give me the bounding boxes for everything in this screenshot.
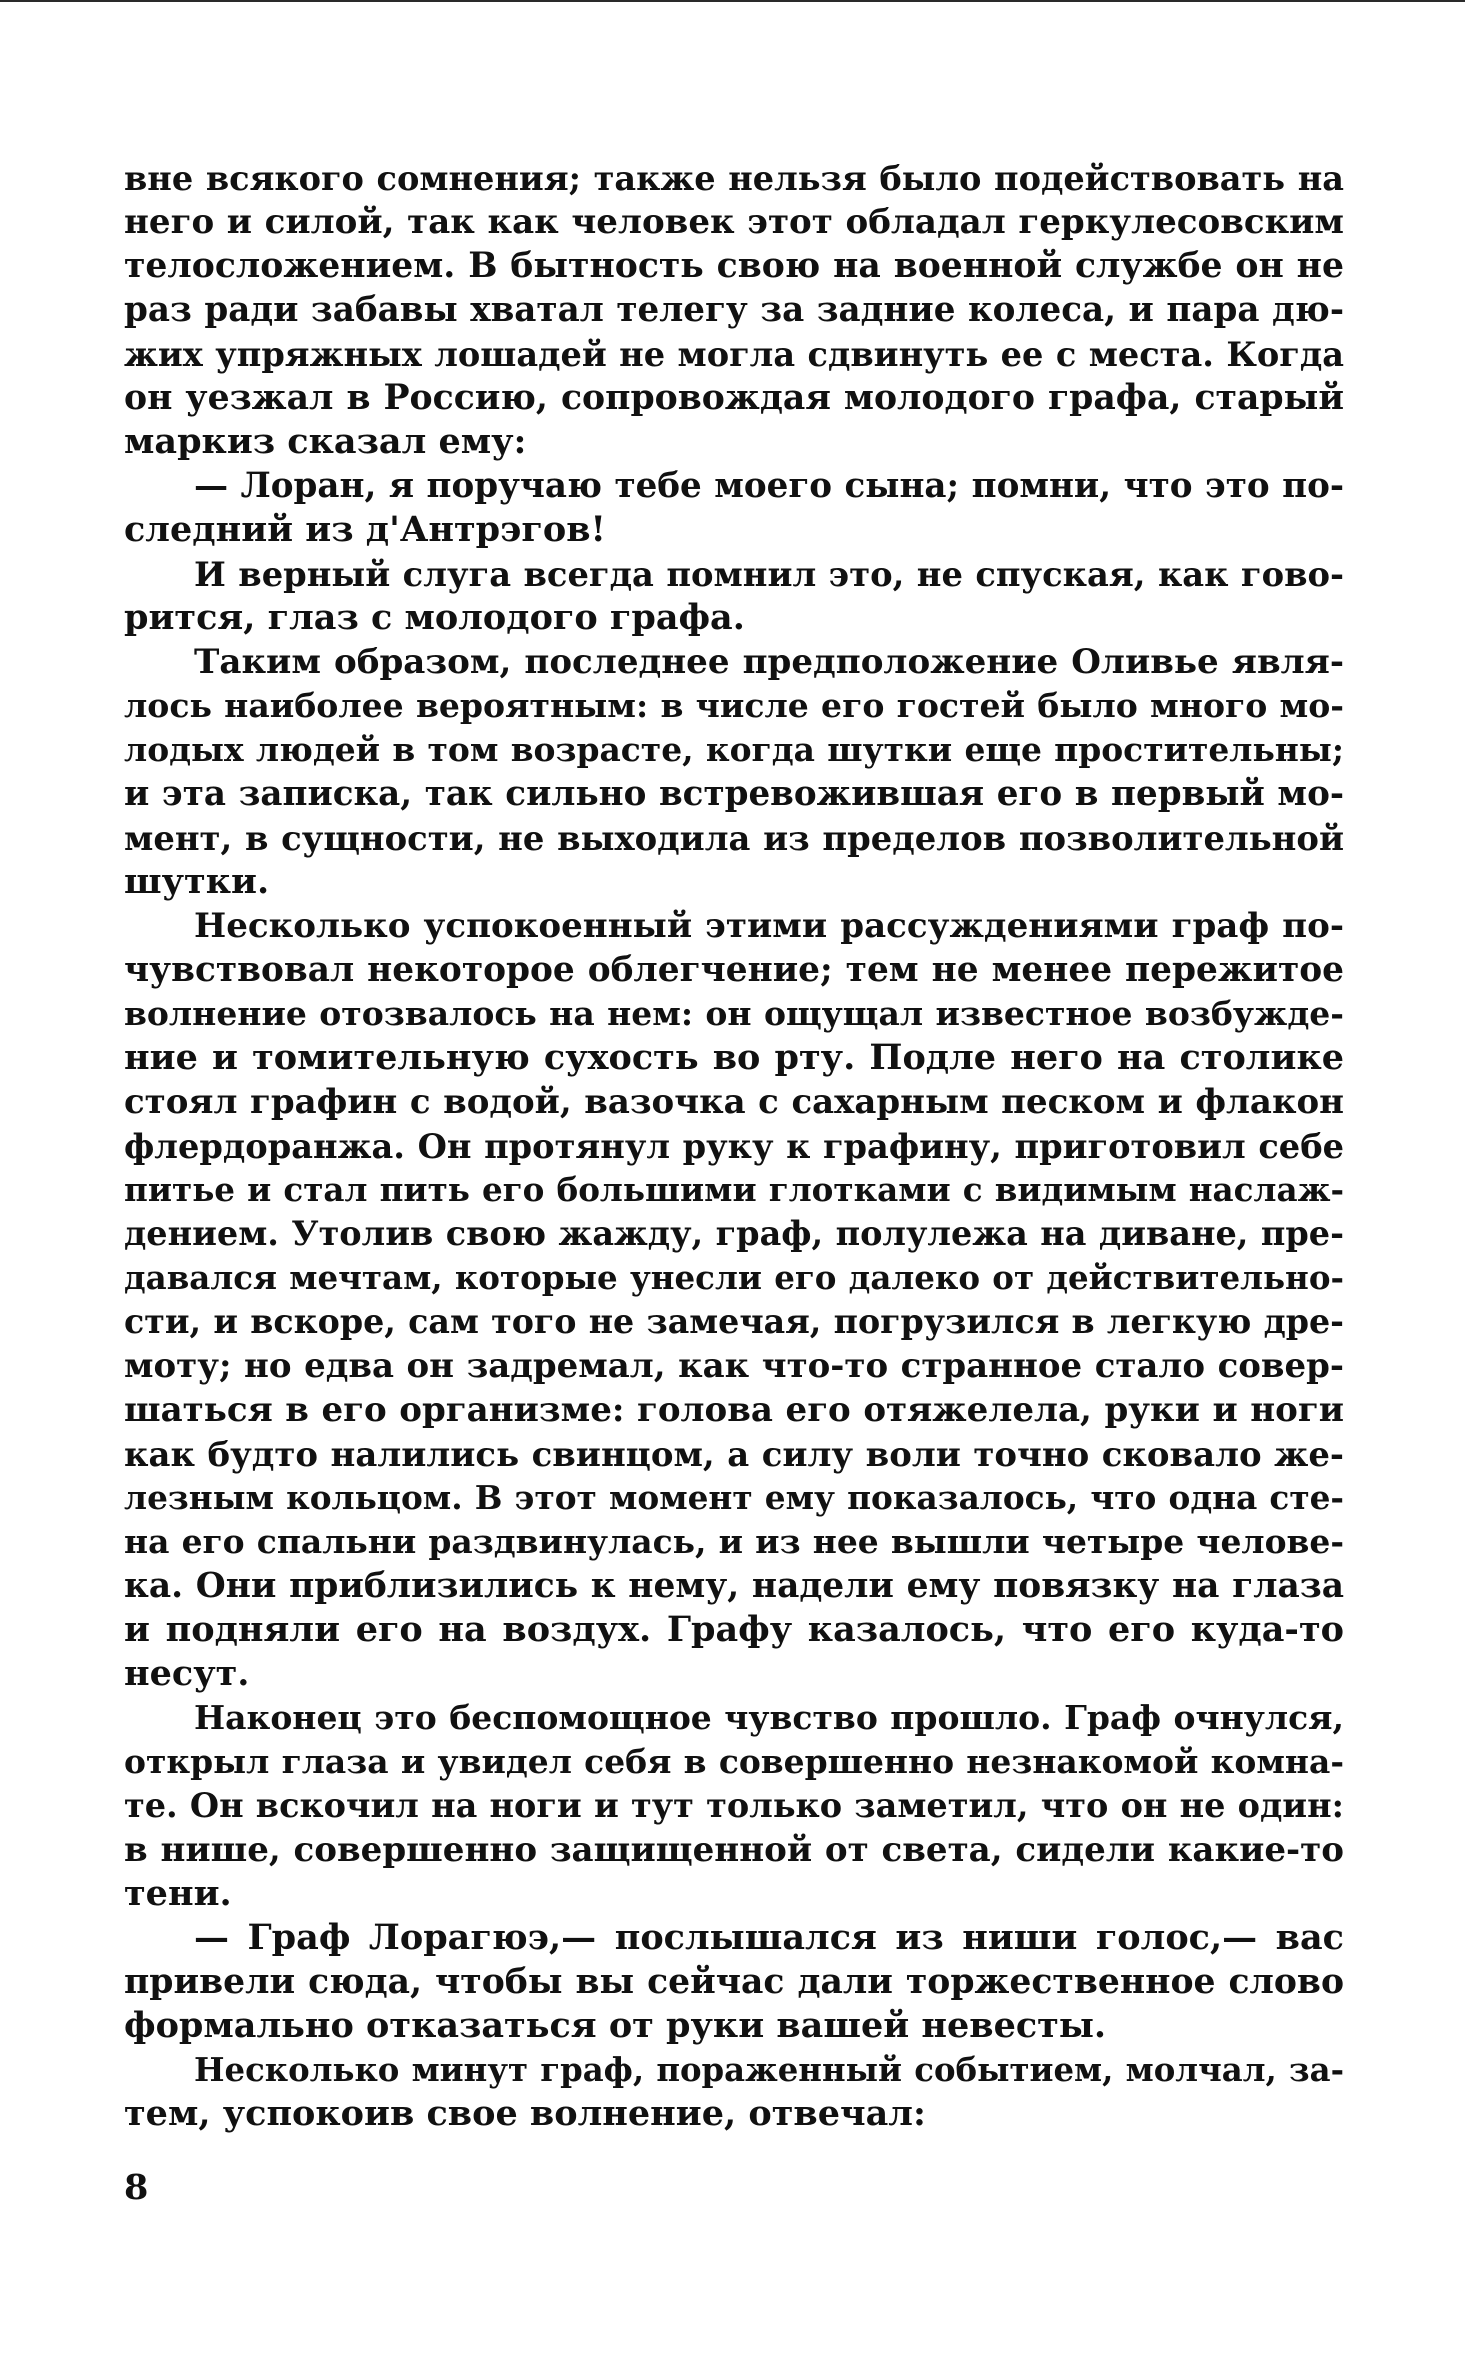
- text-line: рится, глаз с молодого графа.: [124, 597, 745, 638]
- text-line: телосложением. В бытность свою на военной службе он не: [124, 246, 1344, 286]
- text-line: лось наиболее вероятным: в числе его гостей было много мо-: [124, 686, 1344, 725]
- text-line: И верный слуга всегда помнил это, не спуская, как гово-: [194, 554, 1344, 594]
- text-line: флердоранжа. Он протянул руку к графину, приготовил себе: [124, 1126, 1344, 1166]
- text-line: несут.: [124, 1653, 250, 1694]
- text-line: волнение отозвалось на нем: он ощущал известное возбужде-: [124, 994, 1344, 1033]
- text-line: и эта записка, так сильно встревожившая его в первый мо-: [124, 774, 1344, 814]
- text-line: давался мечтам, которые унесли его далеко от действительно-: [124, 1258, 1344, 1297]
- text-line: шутки.: [124, 861, 270, 902]
- text-line: привели сюда, чтобы вы сейчас дали торжественное слово: [124, 1962, 1344, 2002]
- text-line: шаться в его организме: голова его отяжелела, руки и ноги: [124, 1390, 1344, 1430]
- text-line: — Граф Лорагюэ,— послышался из ниши голос,— вас: [194, 1917, 1344, 1958]
- text-line: формально отказаться от руки вашей невесты.: [124, 2005, 1107, 2046]
- text-line: мент, в сущности, не выходила из пределов позволительной: [124, 818, 1344, 858]
- text-line: в нише, совершенно защищенной от света, сидели какие-то: [124, 1830, 1344, 1870]
- top-scan-edge: [0, 0, 1465, 2]
- text-line: те. Он вскочил на ноги и тут только заметил, что он не один:: [124, 1786, 1344, 1825]
- text-line: Несколько минут граф, пораженный событием, молчал, за-: [194, 2051, 1344, 2089]
- text-line: чувствовал некоторое облегчение; тем не менее пережитое: [124, 950, 1344, 990]
- page-body-text: [124, 156, 1344, 2136]
- text-line: лодых людей в том возрасте, когда шутки еще простительны;: [124, 730, 1344, 769]
- text-line: на его спальни раздвинулась, и из нее вышли четыре челове-: [124, 1522, 1344, 1561]
- text-line: лезным кольцом. В этот момент ему показалось, что одна сте-: [124, 1478, 1344, 1517]
- text-line: и подняли его на воздух. Графу казалось, что его куда-то: [124, 1609, 1344, 1650]
- text-line: раз ради забавы хватал телегу за задние колеса, и пара дю-: [124, 290, 1344, 330]
- text-line: маркиз сказал ему:: [124, 421, 527, 462]
- text-line: ка. Они приблизились к нему, надели ему повязку на глаза: [124, 1566, 1344, 1606]
- text-line: тени.: [124, 1873, 232, 1914]
- text-line: сти, и вскоре, сам того не замечая, погрузился в легкую дре-: [124, 1302, 1344, 1341]
- text-line: питье и стал пить его большими глотками с видимым наслаж-: [124, 1170, 1344, 1209]
- page-number: 8: [124, 2167, 149, 2208]
- text-line: Наконец это беспомощное чувство прошло. Граф очнулся,: [194, 1698, 1344, 1737]
- text-line: вне всякого сомнения; также нельзя было подействовать на: [124, 158, 1344, 198]
- text-line: дением. Утолив свою жажду, граф, полулежа на диване, пре-: [124, 1214, 1344, 1253]
- text-line: тем, успокоив свое волнение, отвечал:: [124, 2093, 926, 2134]
- text-line: Таким образом, последнее предположение Оливье явля-: [194, 642, 1344, 682]
- text-line: он уезжал в Россию, сопровождая молодого графа, старый: [124, 377, 1344, 418]
- text-line: ние и томительную сухость во рту. Подле него на столике: [124, 1037, 1344, 1078]
- text-line: стоял графин с водой, вазочка с сахарным песком и флакон: [124, 1082, 1344, 1122]
- text-line: жих упряжных лошадей не могла сдвинуть ее с места. Когда: [124, 334, 1344, 374]
- text-line: следний из д'Антрэгов!: [124, 509, 606, 550]
- text-line: — Лоран, я поручаю тебе моего сына; помни, что это по-: [194, 466, 1344, 506]
- text-line: как будто налились свинцом, а силу воли точно сковало же-: [124, 1434, 1344, 1474]
- text-line: моту; но едва он задремал, как что-то странное стало совер-: [124, 1346, 1344, 1386]
- text-line: Несколько успокоенный этими рассуждениями граф по-: [194, 906, 1344, 946]
- text-line: открыл глаза и увидел себя в совершенно незнакомой комна-: [124, 1742, 1344, 1781]
- text-line: него и силой, так как человек этот обладал геркулесовским: [124, 202, 1344, 242]
